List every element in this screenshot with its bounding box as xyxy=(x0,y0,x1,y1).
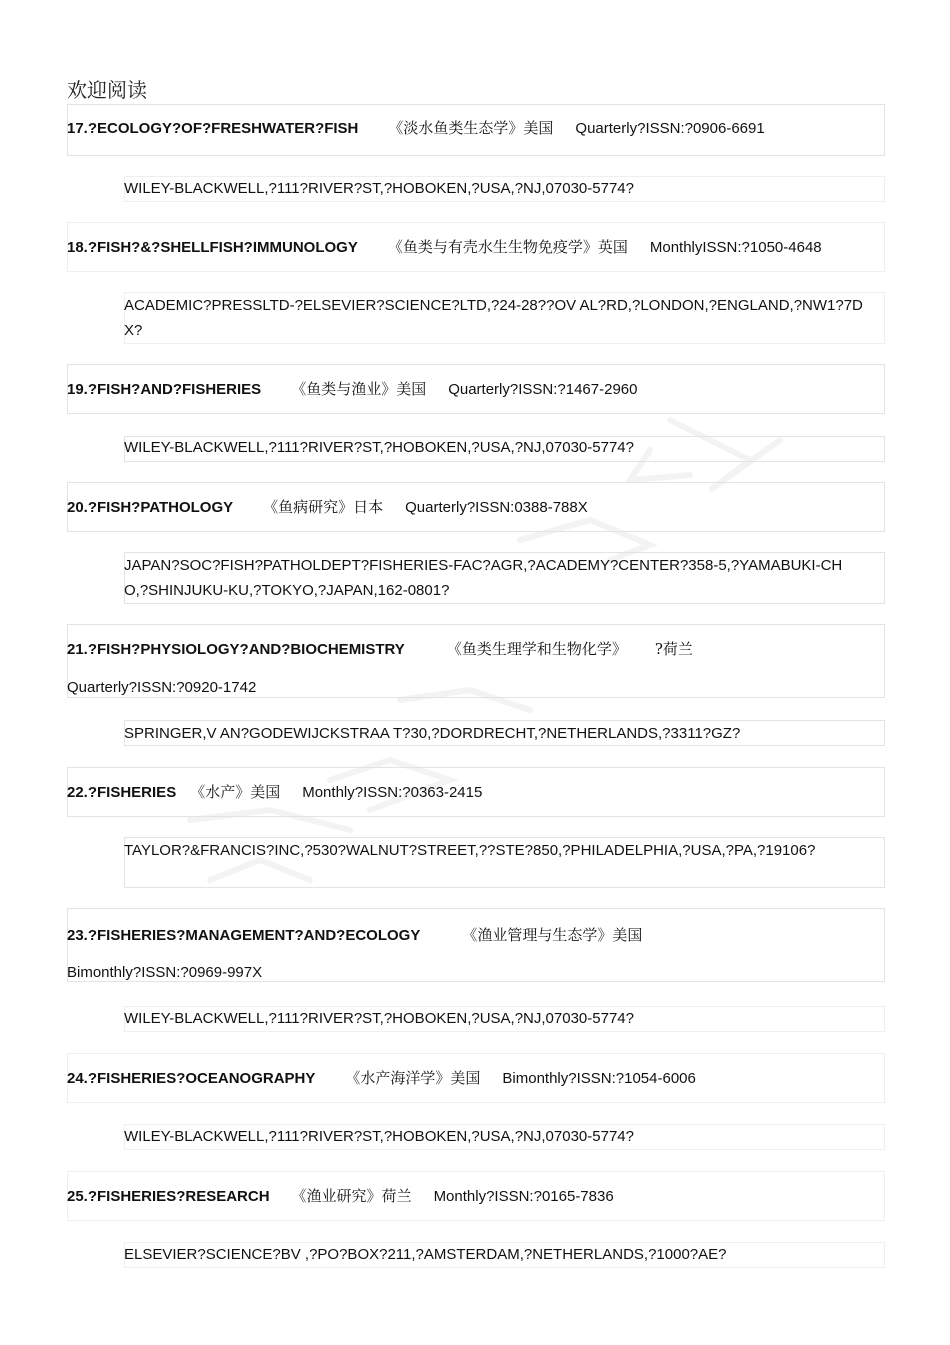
journal-chinese-name: 《水产海洋学》美国 xyxy=(345,1069,481,1087)
entry-25-title-line xyxy=(67,1186,883,1207)
entry-23-publisher: WILEY-BLACKWELL,?111?RIVER?ST,?HOBOKEN,?USA,?NJ,07030-5774? xyxy=(124,1010,634,1027)
journal-name: 17.?ECOLOGY?OF?FRESHWATER?FISH xyxy=(67,120,359,137)
journal-chinese-name: 《淡水鱼类生态学》美国 xyxy=(388,119,554,137)
entry-21-frequency-issn: Quarterly?ISSN:?0920-1742 xyxy=(67,679,257,696)
journal-frequency-issn: Monthly?ISSN:?0363-2415 xyxy=(302,784,483,801)
entry-23-frequency-issn: Bimonthly?ISSN:?0969-997X xyxy=(67,964,263,981)
journal-name: 19.?FISH?AND?FISHERIES xyxy=(67,381,262,398)
journal-chinese-name: 《水产》美国 xyxy=(190,783,281,801)
journal-name: 21.?FISH?PHYSIOLOGY?AND?BIOCHEMISTRY xyxy=(67,641,405,658)
entry-17-title-line xyxy=(67,118,883,139)
journal-name: 18.?FISH?&?SHELLFISH?IMMUNOLOGY xyxy=(67,239,358,256)
journal-country: ?荷兰 xyxy=(654,640,693,658)
entry-24-title-line xyxy=(67,1068,883,1089)
entry-20-publisher: JAPAN?SOC?FISH?PATHOLDEPT?FISHERIES-FAC?AGR,?ACADEMY?CENTER?358-5,?YAMABUKI-CHO,?SHINJUKU-KU,?TOKYO,?JAPAN,162-0801? xyxy=(124,557,843,599)
page-header: 欢迎阅读 xyxy=(67,78,147,102)
journal-name: 25.?FISHERIES?RESEARCH xyxy=(67,1188,270,1205)
journal-frequency-issn: Quarterly?ISSN:?0906-6691 xyxy=(575,120,765,137)
entry-25-publisher: ELSEVIER?SCIENCE?BV ,?PO?BOX?211,?AMSTERDAM,?NETHERLANDS,?1000?AE? xyxy=(124,1246,727,1263)
journal-chinese-name: 《鱼类与渔业》美国 xyxy=(291,380,427,398)
entry-22-publisher: TAYLOR?&FRANCIS?INC,?530?WALNUT?STREET,??STE?850,?PHILADELPHIA,?USA,?PA,?19106? xyxy=(124,842,816,859)
entry-17-publisher: WILEY-BLACKWELL,?111?RIVER?ST,?HOBOKEN,?USA,?NJ,07030-5774? xyxy=(124,180,634,197)
journal-chinese-name: 《鱼病研究》日本 xyxy=(263,498,384,516)
entry-18-publisher: ACADEMIC?PRESSLTD-?ELSEVIER?SCIENCE?LTD,?24-28??OV AL?RD,?LONDON,?ENGLAND,?NW1?7DX? xyxy=(124,297,863,339)
journal-frequency-issn: MonthlyISSN:?1050-4648 xyxy=(649,239,822,256)
entry-24-publisher: WILEY-BLACKWELL,?111?RIVER?ST,?HOBOKEN,?USA,?NJ,07030-5774? xyxy=(124,1128,634,1145)
journal-frequency-issn: Quarterly?ISSN:0388-788X xyxy=(405,499,588,516)
journal-chinese-name: 《鱼类生理学和生物化学》 xyxy=(446,640,627,658)
entry-19-title-line xyxy=(67,379,883,400)
entry-21-title-line xyxy=(67,639,883,660)
journal-chinese-name: 《鱼类与有壳水生生物免疫学》英国 xyxy=(387,238,628,256)
entry-19-publisher: WILEY-BLACKWELL,?111?RIVER?ST,?HOBOKEN,?USA,?NJ,07030-5774? xyxy=(124,439,634,456)
journal-name: 22.?FISHERIES xyxy=(67,784,177,801)
journal-chinese-name: 《渔业研究》荷兰 xyxy=(291,1187,412,1205)
entry-18-title-line xyxy=(67,237,883,258)
entry-22-title-line xyxy=(67,782,883,803)
entry-21-publisher: SPRINGER,V AN?GODEWIJCKSTRAA T?30,?DORDRECHT,?NETHERLANDS,?3311?GZ? xyxy=(124,725,741,742)
journal-frequency-issn: Bimonthly?ISSN:?1054-6006 xyxy=(502,1070,696,1087)
journal-name: 20.?FISH?PATHOLOGY xyxy=(67,499,234,516)
journal-name: 23.?FISHERIES?MANAGEMENT?AND?ECOLOGY xyxy=(67,927,421,944)
journal-name: 24.?FISHERIES?OCEANOGRAPHY xyxy=(67,1070,316,1087)
entry-20-title-line xyxy=(67,497,883,518)
journal-frequency-issn: Quarterly?ISSN:?1467-2960 xyxy=(448,381,638,398)
journal-chinese-name: 《渔业管理与生态学》美国 xyxy=(462,926,643,944)
journal-frequency-issn: Monthly?ISSN:?0165-7836 xyxy=(433,1188,614,1205)
entry-23-title-line xyxy=(67,925,883,946)
